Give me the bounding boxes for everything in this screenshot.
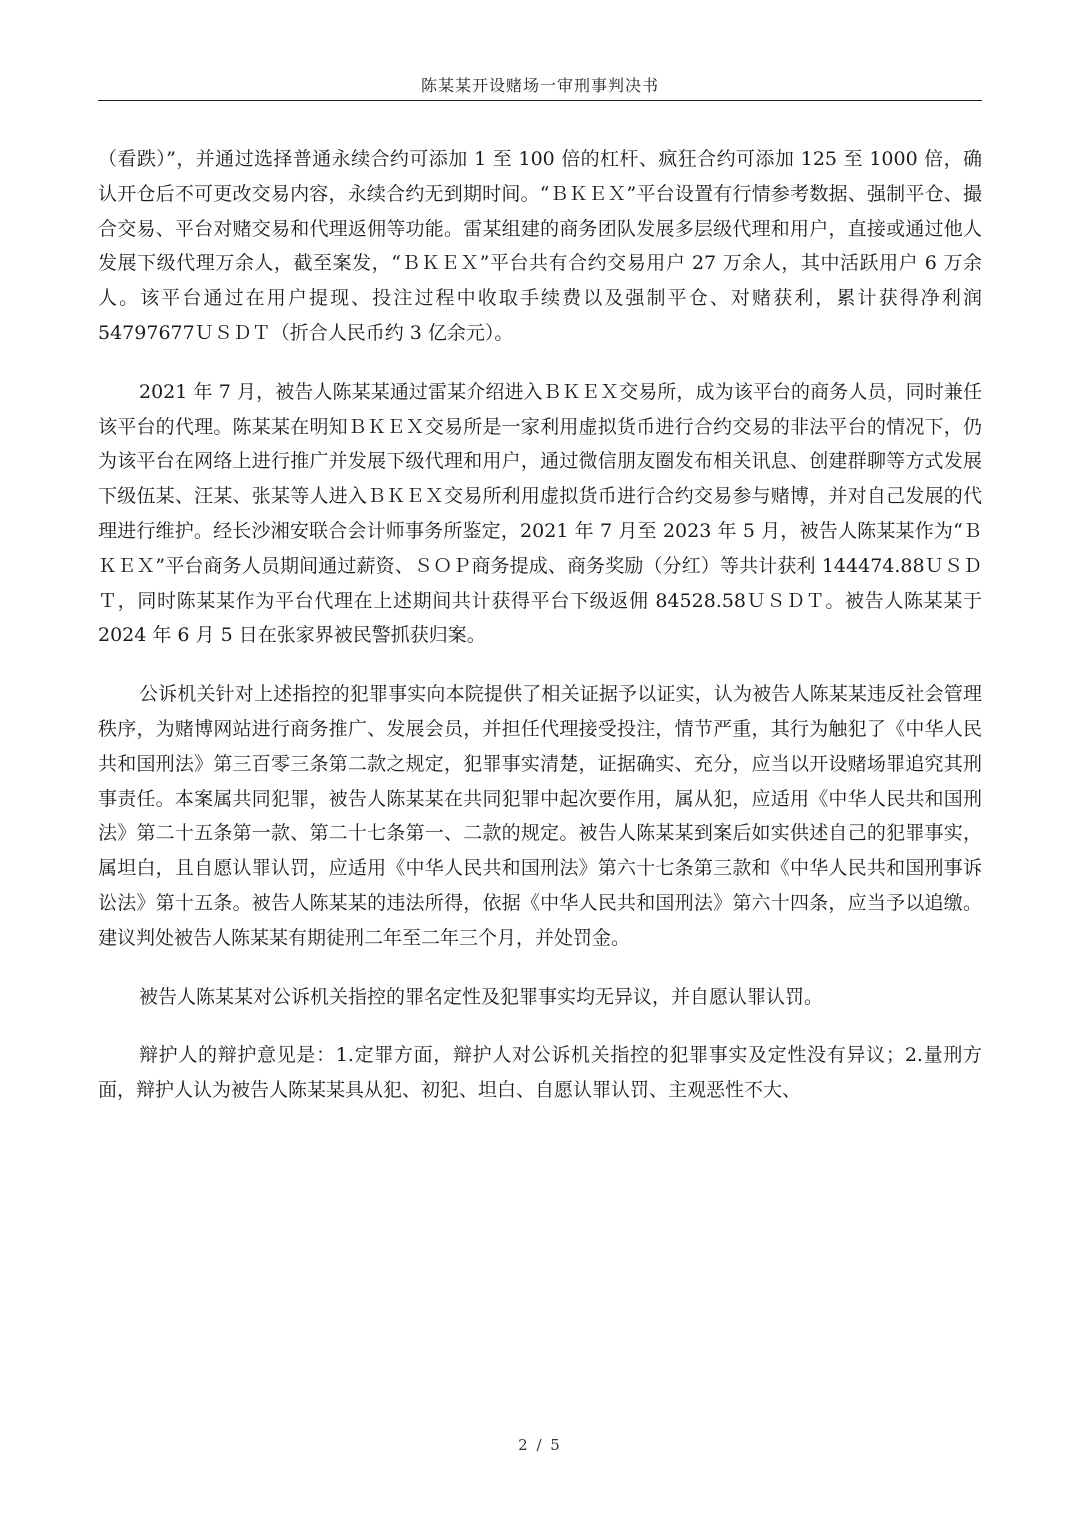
paragraph-defense-opinion: 辩护人的辩护意见是：1.定罪方面，辩护人对公诉机关指控的犯罪事实及定性没有异议；2.量刑方面，辩护人认为被告人陈某某具从犯、初犯、坦白、自愿认罪认罚、主观恶性不大、: [98, 1044, 982, 1102]
page-number: 2 / 5: [518, 1436, 562, 1454]
paragraph-defendant-conduct: 2021 年 7 月，被告人陈某某通过雷某介绍进入ＢＫＥＸ交易所，成为该平台的商务人员，同时兼任该平台的代理。陈某某在明知ＢＫＥＸ交易所是一家利用虚拟货币进行合约交易的非法平台的情况下，仍为该平台在网络上进行推广并发展下级代理和用户，通过微信朋友圈发布相关讯息、创建群聊等方式发展下级伍某、汪某、张某等人进入ＢＫＥＸ交易所利用虚拟货币进行合约交易参与赌博，并对自己发展的代理进行维护。经长沙湘安联合会计师事务所鉴定，2021 年 7 月至 2023 年 5 月，被告人陈某某作为“ＢＫＥＸ”平台商务人员期间通过薪资、ＳＯＰ商务提成、商务奖励（分红）等共计获利 144474.88ＵＳＤＴ，同时陈某某作为平台代理在上述期间共计获得平台下级返佣 84528.58ＵＳＤＴ。被告人陈某某于 2024 年 6 月 5 日在张家界被民警抓获归案。: [98, 380, 982, 647]
header-divider: [98, 100, 982, 101]
document-body: [98, 142, 982, 1132]
paragraph-defendant-plea: 被告人陈某某对公诉机关指控的罪名定性及犯罪事实均无异议，并自愿认罪认罚。: [139, 985, 824, 1008]
document-header-title: 陈某某开设赌场一审刑事判决书: [420, 76, 659, 95]
paragraph-platform-description: （看跌）”，并通过选择普通永续合约可添加 1 至 100 倍的杠杆、疯狂合约可添加 125 至 1000 倍，确认开仓后不可更改交易内容，永续合约无到期时间。“ＢＫＥＸ”平台设置有行情参考数据、强制平仓、撮合交易、平台对赌交易和代理返佣等功能。雷某组建的商务团队发展多层级代理和用户，直接或通过他人发展下级代理万余人，截至案发，“ＢＫＥＸ”平台共有合约交易用户 27 万余人，其中活跃用户 6 万余人。该平台通过在用户提现、投注过程中收取手续费以及强制平仓、对赌获利，累计获得净利润 54797677ＵＳＤＴ（折合人民币约 3 亿余元）。: [98, 148, 982, 344]
paragraph-prosecution-opinion: 公诉机关针对上述指控的犯罪事实向本院提供了相关证据予以证实，认为被告人陈某某违反社会管理秩序，为赌博网站进行商务推广、发展会员，并担任代理接受投注，情节严重，其行为触犯了《中华人民共和国刑法》第三百零三条第二款之规定，犯罪事实清楚，证据确实、充分，应当以开设赌场罪追究其刑事责任。本案属共同犯罪，被告人陈某某在共同犯罪中起次要作用，属从犯，应适用《中华人民共和国刑法》第二十五条第一款、第二十七条第一、二款的规定。被告人陈某某到案后如实供述自己的犯罪事实，属坦白，且自愿认罪认罚，应适用《中华人民共和国刑法》第六十七条第三款和《中华人民共和国刑事诉讼法》第十五条。被告人陈某某的违法所得，依据《中华人民共和国刑法》第六十四条，应当予以追缴。建议判处被告人陈某某有期徒刑二年至二年三个月，并处罚金。: [98, 683, 982, 949]
